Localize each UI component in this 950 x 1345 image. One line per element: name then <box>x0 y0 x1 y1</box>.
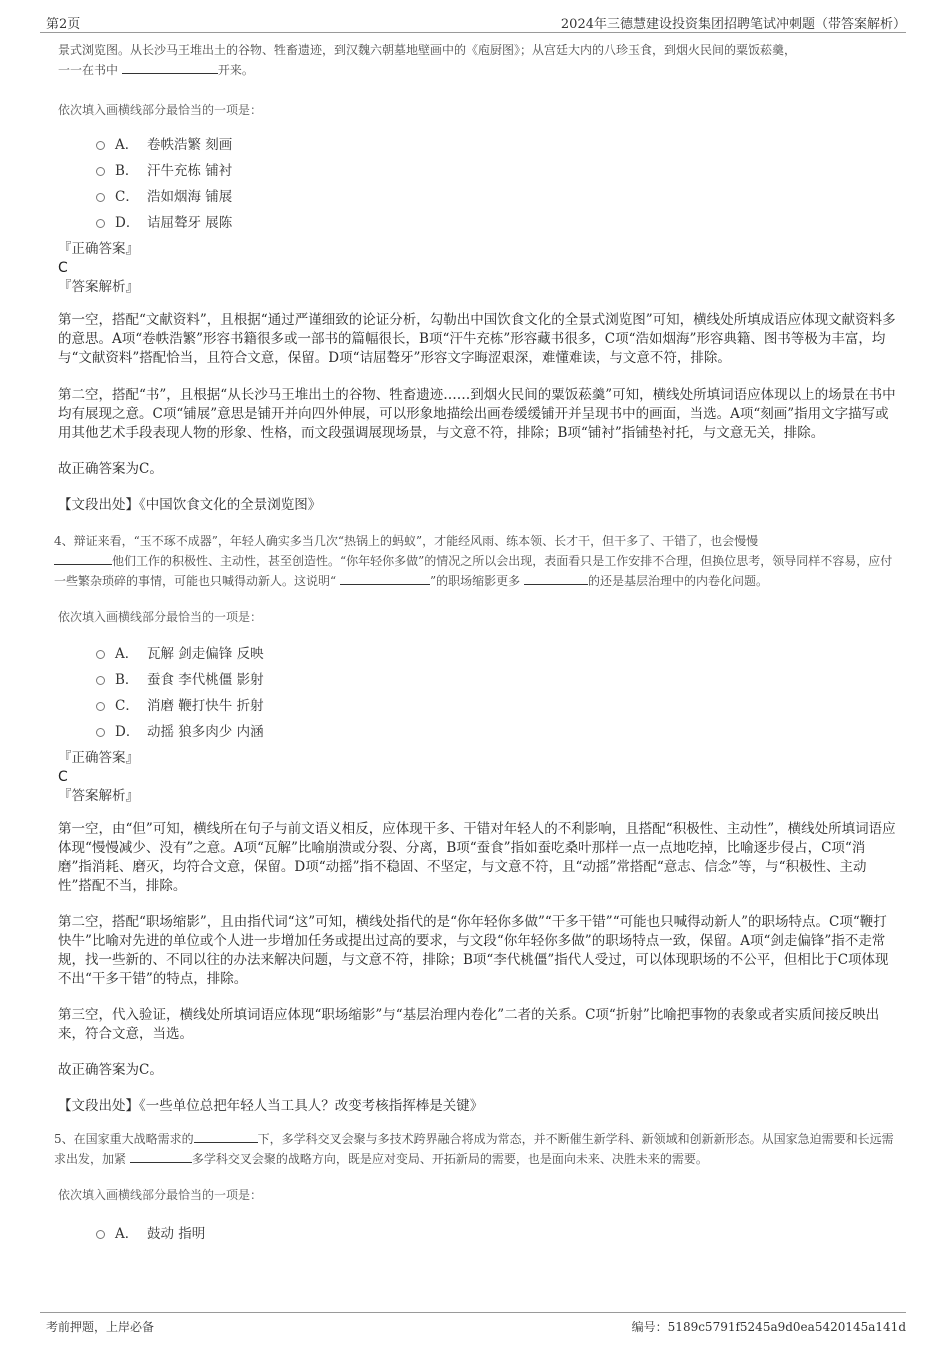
radio-button[interactable] <box>96 167 105 176</box>
analysis-paragraph: 第一空，搭配“文献资料”，且根据“通过严谨细致的论证分析，勾勒出中国饮食文化的全景式浏览图”可知，横线处所填成语应体现文献资料多的意思。A项“卷帙浩繁”形容书籍很多或一部书的篇幅很长，B项“汗牛充栋”形容藏书很多，C项“浩如烟海”形容典籍、图书等极为丰富，均与“文献资料”搭配恰当，且符合文意，保留。D项“诘屈聱牙”形容文字晦涩艰深，难懂难读，与文意不符，排除。 <box>58 312 896 366</box>
answer-blank <box>524 571 588 585</box>
question-4-options <box>58 641 898 745</box>
radio-button[interactable] <box>96 650 105 659</box>
analysis-paragraph: 第一空，由“但”可知，横线所在句子与前文语义相反，应体现干多、干错对年轻人的不利影响，且搭配“积极性、主动性”，横线处所填词语应体现“慢慢减少、没有”之意。A项“瓦解”比喻崩溃或分裂、分离，B项“蚕食”指如蚕吃桑叶那样一点一点地吃掉，比喻逐步侵占，C项“消磨”指消耗、磨灭，均符合文意，保留。D项“动摇”指不稳固、不坚定，与文意不符，且“动摇”常搭配“意志、信念”等，与“积极性、主动性”搭配不当，排除。 <box>58 821 896 894</box>
question-5-prompt: 依次填入画横线部分最恰当的一项是： <box>58 1188 263 1202</box>
document-id: 编号：5189c5791f5245a9d0ea5420145a141d <box>631 1320 906 1334</box>
radio-button[interactable] <box>96 1230 105 1239</box>
radio-button[interactable] <box>96 676 105 685</box>
analysis-paragraph: 第三空，代入验证，横线处所填词语应体现“职场缩影”与“基层治理内卷化”二者的关系。C项“折射”比喻把事物的表象或者实质间接反映出来，符合文意，当选。 <box>58 1007 880 1042</box>
page-header <box>40 8 906 33</box>
footer-slogan: 考前押题，上岸必备 <box>46 1320 155 1334</box>
option-a[interactable]: A． 鼓动 指明 <box>96 1221 898 1247</box>
correct-answer-label: 『正确答案』 <box>58 241 139 257</box>
passage-source: 【文段出处】《中国饮食文化的全景浏览图》 <box>58 497 322 513</box>
option-b[interactable]: B． 汗牛充栋 铺衬 <box>96 158 898 184</box>
question-5-options <box>58 1221 898 1247</box>
option-a[interactable]: A． 瓦解 剑走偏锋 反映 <box>96 641 898 667</box>
analysis-paragraph: 第二空，搭配“职场缩影”，且由指代词“这”可知，横线处指代的是“你年轻你多做”“干多干错”“可能也只喊得动新人”的职场特点。C项“鞭打快牛”比喻对先进的单位或个人进一步增加任务或提出过高的要求，与文段“你年轻你多做”的职场特点一致，保留。A项“剑走偏锋”指不走常规，找一些新的、不同以往的办法来解决问题，与文意不符，排除；B项“李代桃僵”指代人受过，可以体现职场的不公平，但相比于C项体现不出“干多干错”的特点，排除。 <box>58 914 889 987</box>
radio-button[interactable] <box>96 141 105 150</box>
option-d[interactable]: D． 动摇 狼多肉少 内涵 <box>96 719 898 745</box>
passage-source: 【文段出处】《一些单位总把年轻人当工具人？改变考核指挥棒是关键》 <box>58 1098 484 1114</box>
option-c[interactable]: C． 浩如烟海 铺展 <box>96 184 898 210</box>
answer-blank <box>130 1149 192 1163</box>
option-a[interactable]: A． 卷帙浩繁 刻画 <box>96 132 898 158</box>
question-3-options <box>58 132 898 236</box>
answer-blank <box>194 1129 258 1143</box>
question-5-stem: 5、在国家重大战略需求的 下，多学科交叉会聚与多技术跨界融合将成为常态，并不断催生新学科、新领域和创新新形态。从国家急迫需要和长远需求出发，加紧 多学科交叉会聚的战略方向，既是应对变局、开拓新局的需要，也是面向未来、决胜未来的需要。 <box>54 1129 898 1169</box>
question-3-stem: 景式浏览图。从长沙马王堆出土的谷物、牲畜遗迹，到汉魏六朝墓地壁画中的《庖厨图》；从宫廷大内的八珍玉食，到烟火民间的粟饭菘羹， 一一在书中 开来。 <box>58 43 797 77</box>
radio-button[interactable] <box>96 219 105 228</box>
question-4-prompt: 依次填入画横线部分最恰当的一项是： <box>58 610 263 624</box>
document-title: 2024年三德慧建设投资集团招聘笔试冲刺题（带答案解析） <box>560 17 906 32</box>
page-number: 第2页 <box>46 17 81 32</box>
radio-button[interactable] <box>96 193 105 202</box>
analysis-conclusion: 故正确答案为C。 <box>58 1062 163 1078</box>
answer-blank <box>122 60 218 74</box>
radio-button[interactable] <box>96 728 105 737</box>
question-3-prompt: 依次填入画横线部分最恰当的一项是： <box>58 103 263 117</box>
correct-answer: C <box>58 260 68 276</box>
radio-button[interactable] <box>96 702 105 711</box>
analysis-label: 『答案解析』 <box>58 279 139 295</box>
analysis-conclusion: 故正确答案为C。 <box>58 461 163 477</box>
page-footer <box>40 1312 906 1339</box>
document-body <box>54 40 898 1247</box>
analysis-paragraph: 第二空，搭配“书”，且根据“从长沙马王堆出土的谷物、牲畜遗迹……到烟火民间的粟饭菘羹”可知，横线处所填词语应体现以上的场景在书中均有展现之意。C项“铺展”意思是铺开并向四外伸展，可以形象地描绘出画卷缓缓铺开并呈现书中的画面，当选。A项“刻画”指用文字描写或用其他艺术手段表现人物的形象、性格，而文段强调展现场景，与文意不符，排除；B项“铺衬”指铺垫衬托，与文意无关，排除。 <box>58 387 896 441</box>
correct-answer-label: 『正确答案』 <box>58 750 139 766</box>
analysis-label: 『答案解析』 <box>58 788 139 804</box>
option-b[interactable]: B． 蚕食 李代桃僵 影射 <box>96 667 898 693</box>
answer-blank <box>340 571 430 585</box>
option-c[interactable]: C． 消磨 鞭打快牛 折射 <box>96 693 898 719</box>
question-4-stem: 4、辩证来看，“玉不琢不成器”，年轻人确实多当几次“热锅上的蚂蚁”，才能经风雨、练本领、长才干，但干多了、干错了，也会慢慢 他们工作的积极性、主动性，甚至创造性。“你年轻你多做”的情况之所以会出现，表面看只是工作安排不合理，但换位思考，领导同样不容易，应付一些繁杂琐碎的事情，可能也只喊得动新人。这说明“ ”的职场缩影更多 的还是基层治理中的内卷化问题。 <box>54 534 893 588</box>
correct-answer: C <box>58 769 68 785</box>
answer-blank <box>54 551 112 565</box>
option-d[interactable]: D． 诘屈聱牙 展陈 <box>96 210 898 236</box>
